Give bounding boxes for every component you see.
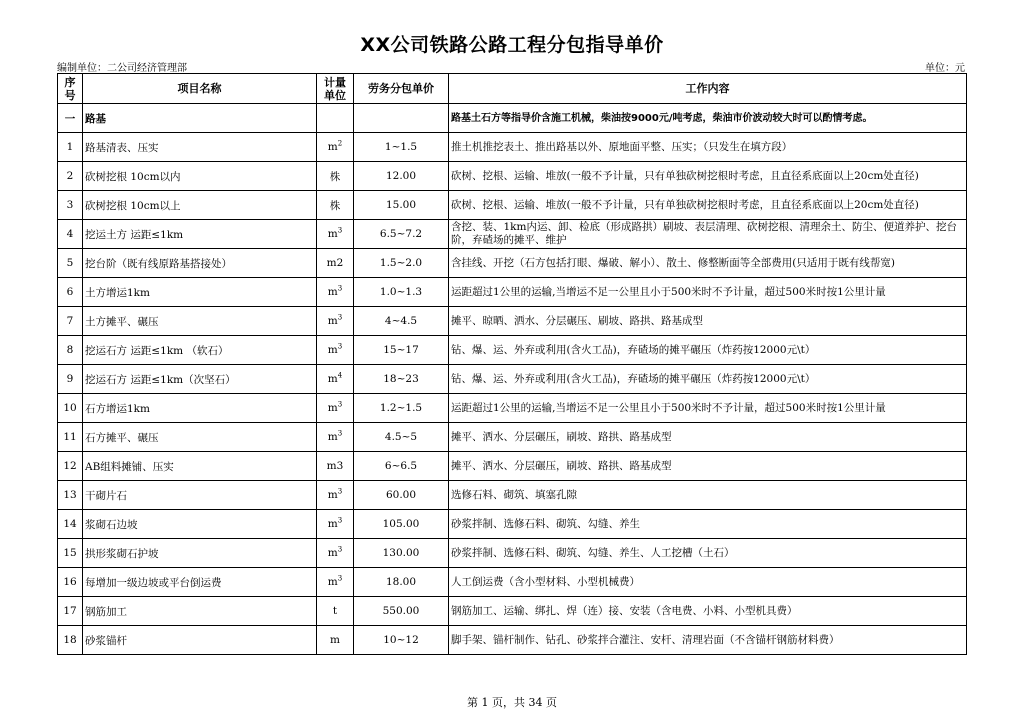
row-name: 砍树挖根 10cm以上 — [83, 191, 317, 220]
section-name: 路基 — [83, 104, 317, 133]
row-unit — [317, 249, 354, 278]
row-unit-text: m — [327, 228, 338, 240]
table-row — [58, 539, 967, 568]
row-unit-text: m3 — [326, 460, 344, 472]
compiler-label: 编制单位：二公司经济管理部 — [57, 63, 187, 74]
row-unit-exponent: 3 — [337, 516, 343, 525]
row-price: 550.00 — [354, 597, 449, 626]
row-unit-text: m2 — [326, 257, 344, 269]
table-row — [58, 278, 967, 307]
table-row — [58, 365, 967, 394]
row-unit-text: m — [327, 518, 338, 530]
row-price: 1.5~2.0 — [354, 249, 449, 278]
table-row — [58, 162, 967, 191]
row-unit-text: m — [327, 431, 338, 443]
header-no-label: 序号 — [64, 75, 76, 102]
row-work: 含挂线、开挖（石方包括打眼、爆破、解小）、散土、修整断面等全部费用(只适用于既有线帮宽) — [449, 249, 967, 278]
row-name: 挖运石方 运距≤1km（次坚石） — [83, 365, 317, 394]
table-row — [58, 336, 967, 365]
table-row — [58, 249, 967, 278]
row-no: 17 — [58, 597, 83, 626]
row-price: 1~1.5 — [354, 133, 449, 162]
row-no: 4 — [58, 220, 83, 249]
row-price: 10~12 — [354, 626, 449, 655]
header-no — [58, 74, 83, 104]
row-unit-exponent: 3 — [337, 545, 343, 554]
row-unit — [317, 452, 354, 481]
row-name: 石方增运1km — [83, 394, 317, 423]
table-row — [58, 626, 967, 655]
header-price: 劳务分包单价 — [354, 74, 449, 104]
row-price: 6~6.5 — [354, 452, 449, 481]
row-price: 60.00 — [354, 481, 449, 510]
row-unit — [317, 133, 354, 162]
table-row — [58, 423, 967, 452]
row-work: 摊平、晾晒、洒水、分层碾压、刷坡、路拱、路基成型 — [449, 307, 967, 336]
row-unit — [317, 423, 354, 452]
section-price — [354, 104, 449, 133]
row-no: 13 — [58, 481, 83, 510]
row-price: 1.0~1.3 — [354, 278, 449, 307]
table-row — [58, 597, 967, 626]
row-unit — [317, 539, 354, 568]
row-unit-exponent: 3 — [337, 400, 343, 409]
row-name: 土方增运1km — [83, 278, 317, 307]
row-price: 12.00 — [354, 162, 449, 191]
row-unit — [317, 510, 354, 539]
row-name: 挖运土方 运距≤1km — [83, 220, 317, 249]
row-price: 6.5~7.2 — [354, 220, 449, 249]
row-unit-exponent: 3 — [337, 429, 343, 438]
page-footer: 第 1 页，共 34 页 — [467, 696, 557, 709]
row-unit-text: 株 — [329, 170, 341, 183]
row-no: 8 — [58, 336, 83, 365]
table-row — [58, 452, 967, 481]
row-no: 10 — [58, 394, 83, 423]
row-unit — [317, 191, 354, 220]
row-unit-text: m — [327, 576, 338, 588]
row-unit-text: m — [330, 634, 340, 646]
page-title: XX公司铁路公路工程分包指导单价 — [360, 34, 664, 56]
row-no: 5 — [58, 249, 83, 278]
header-unit-label: 计量单位 — [324, 75, 346, 102]
row-price: 130.00 — [354, 539, 449, 568]
section-row — [58, 104, 967, 133]
section-note: 路基土石方等指导价含施工机械，柴油按9000元/吨考虑，柴油市价波动较大时可以酌情考虑。 — [449, 104, 967, 133]
currency-unit-label: 单位：元 — [925, 63, 965, 74]
row-unit-text: m — [327, 489, 338, 501]
row-work: 钻、爆、运、外弃或利用(含火工品)，弃碴场的摊平碾压（炸药按12000元\t） — [449, 365, 967, 394]
row-name: 路基清表、压实 — [83, 133, 317, 162]
row-price: 18~23 — [354, 365, 449, 394]
row-unit-text: m — [327, 286, 338, 298]
row-name: 钢筋加工 — [83, 597, 317, 626]
table-row — [58, 133, 967, 162]
row-unit — [317, 481, 354, 510]
row-unit-text: m — [327, 315, 338, 327]
row-work: 人工倒运费（含小型材料、小型机械费） — [449, 568, 967, 597]
row-name: 砂浆锚杆 — [83, 626, 317, 655]
row-unit — [317, 278, 354, 307]
row-price: 15.00 — [354, 191, 449, 220]
row-name: 拱形浆砌石护坡 — [83, 539, 317, 568]
section-unit — [317, 104, 354, 133]
row-work: 砂浆拌制、选修石料、砌筑、勾缝、养生、人工挖槽（土石） — [449, 539, 967, 568]
row-work: 推土机推挖表土、推出路基以外、原地面平整、压实；（只发生在填方段） — [449, 133, 967, 162]
row-unit — [317, 394, 354, 423]
row-unit-text: m — [327, 344, 338, 356]
row-unit-text: m — [327, 402, 338, 414]
table-row — [58, 481, 967, 510]
table-row — [58, 394, 967, 423]
row-unit-exponent: 3 — [337, 284, 343, 293]
row-no: 1 — [58, 133, 83, 162]
table-row — [58, 510, 967, 539]
row-name: 干砌片石 — [83, 481, 317, 510]
row-unit — [317, 626, 354, 655]
table-header-row — [58, 74, 967, 104]
row-no: 15 — [58, 539, 83, 568]
row-unit-text: m — [327, 141, 338, 153]
row-unit-exponent: 3 — [337, 342, 343, 351]
header-name: 项目名称 — [83, 74, 317, 104]
row-work: 钢筋加工、运输、绑扎、焊（连）接、安装（含电费、小料、小型机具费） — [449, 597, 967, 626]
row-no: 12 — [58, 452, 83, 481]
row-unit-exponent: 3 — [337, 313, 343, 322]
row-work: 摊平、洒水、分层碾压，刷坡、路拱、路基成型 — [449, 452, 967, 481]
row-no: 14 — [58, 510, 83, 539]
row-price: 4~4.5 — [354, 307, 449, 336]
header-work: 工作内容 — [449, 74, 967, 104]
row-unit-text: m — [327, 547, 338, 559]
row-name: 石方摊平、碾压 — [83, 423, 317, 452]
row-unit — [317, 307, 354, 336]
row-unit-exponent: 2 — [337, 139, 343, 148]
price-table — [57, 73, 967, 655]
row-unit-exponent: 4 — [337, 371, 343, 380]
row-no: 7 — [58, 307, 83, 336]
row-work: 运距超过1公里的运输,当增运不足一公里且小于500米时不予计量，超过500米时按1公里计量 — [449, 278, 967, 307]
row-price: 15~17 — [354, 336, 449, 365]
row-no: 11 — [58, 423, 83, 452]
row-work: 摊平、洒水、分层碾压，刷坡、路拱、路基成型 — [449, 423, 967, 452]
row-work: 砍树、挖根、运输、堆放(一般不予计量，只有单独砍树挖根时考虑，且直径系底面以上20cm处直径) — [449, 191, 967, 220]
row-name: 挖台阶（既有线原路基搭接处） — [83, 249, 317, 278]
row-unit — [317, 336, 354, 365]
row-unit-exponent: 3 — [337, 487, 343, 496]
row-unit — [317, 162, 354, 191]
row-no: 2 — [58, 162, 83, 191]
row-no: 16 — [58, 568, 83, 597]
row-unit-text: 株 — [329, 199, 341, 212]
row-name: 土方摊平、碾压 — [83, 307, 317, 336]
row-price: 18.00 — [354, 568, 449, 597]
row-unit-text: m — [327, 373, 338, 385]
row-name: 每增加一级边坡或平台倒运费 — [83, 568, 317, 597]
row-work: 钻、爆、运、外弃或利用(含火工品)，弃碴场的摊平碾压（炸药按12000元\t） — [449, 336, 967, 365]
row-unit-text: t — [332, 605, 338, 617]
row-name: 砍树挖根 10cm以内 — [83, 162, 317, 191]
table-row — [58, 568, 967, 597]
row-no: 3 — [58, 191, 83, 220]
row-unit — [317, 597, 354, 626]
row-work: 脚手架、锚杆制作、钻孔、砂浆拌合灌注、安杆、清理岩面（不含锚杆钢筋材料费） — [449, 626, 967, 655]
table-row — [58, 307, 967, 336]
row-work: 选修石料、砌筑、填塞孔隙 — [449, 481, 967, 510]
row-price: 1.2~1.5 — [354, 394, 449, 423]
row-unit — [317, 568, 354, 597]
row-work: 运距超过1公里的运输,当增运不足一公里且小于500米时不予计量，超过500米时按1公里计量 — [449, 394, 967, 423]
row-work: 含挖、装、1km内运、卸、检底（形成路拱）刷坡、表层清理、砍树挖根、清理余土、防尘、便道养护、挖台阶，弃碴场的摊平、维护 — [449, 220, 967, 249]
row-unit-exponent: 3 — [337, 226, 343, 235]
row-unit — [317, 365, 354, 394]
subtitle-row — [57, 59, 965, 73]
row-no: 6 — [58, 278, 83, 307]
row-unit — [317, 220, 354, 249]
row-name: AB组料摊铺、压实 — [83, 452, 317, 481]
header-unit — [317, 74, 354, 104]
row-price: 105.00 — [354, 510, 449, 539]
section-no: 一 — [58, 104, 83, 133]
row-work: 砍树、挖根、运输、堆放(一般不予计量，只有单独砍树挖根时考虑，且直径系底面以上20cm处直径) — [449, 162, 967, 191]
row-work: 砂浆拌制、选修石料、砌筑、勾缝、养生 — [449, 510, 967, 539]
table-row — [58, 191, 967, 220]
row-unit-exponent: 3 — [337, 574, 343, 583]
table-row — [58, 220, 967, 249]
row-no: 18 — [58, 626, 83, 655]
row-price: 4.5~5 — [354, 423, 449, 452]
row-no: 9 — [58, 365, 83, 394]
row-name: 挖运石方 运距≤1km （软石） — [83, 336, 317, 365]
row-name: 浆砌石边坡 — [83, 510, 317, 539]
